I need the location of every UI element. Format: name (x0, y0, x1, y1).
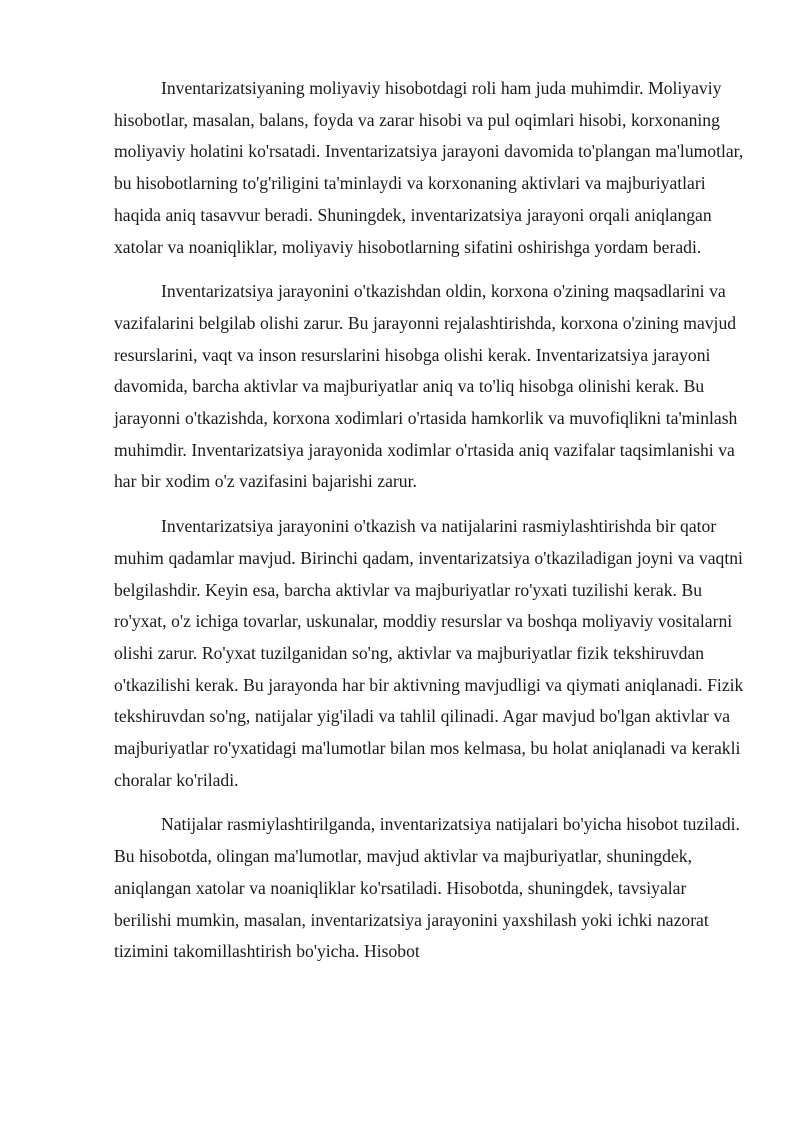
paragraph-4: Natijalar rasmiylashtirilganda, inventarizatsiya natijalari bo'yicha hisobot tuziladi. Bu hisobotda, olingan ma'lumotlar, mavjud aktivlar va majburiyatlar, shuningdek, aniqlangan xatolar va noaniqliklar ko'rsatiladi. Hisobotda, shuningdek, tavsiyalar berilishi mumkin, masalan, inventarizatsiya jarayonini yaxshilash yoki ichki nazorat tizimini takomillashtirish bo'yicha. Hisobot (114, 814, 740, 962)
paragraph-2: Inventarizatsiya jarayonini o'tkazishdan oldin, korxona o'zining maqsadlarini va vazifalarini belgilab olishi zarur. Bu jarayonni rejalashtirishda, korxona o'zining mavjud resurslarini, vaqt va inson resurslarini hisobga olishi kerak. Inventarizatsiya jarayoni davomida, barcha aktivlar va majburiyatlar aniq va to'liq hisobga olinishi kerak. Bu jarayonni o'tkazishda, korxona xodimlari o'rtasida hamkorlik va muvofiqlikni ta'minlash muhimdir. Inventarizatsiya jarayonida xodimlar o'rtasida aniq vazifalar taqsimlanishi va har bir xodim o'z vazifasini bajarishi zarur. (114, 281, 738, 492)
document-body (114, 73, 746, 968)
paragraph-3: Inventarizatsiya jarayonini o'tkazish va natijalarini rasmiylashtirishda bir qator muhim qadamlar mavjud. Birinchi qadam, inventarizatsiya o'tkaziladigan joyni va vaqtni belgilashdir. Keyin esa, barcha aktivlar va majburiyatlar ro'yxati tuzilishi kerak. Bu ro'yxat, o'z ichiga tovarlar, uskunalar, moddiy resurslar va boshqa moliyaviy vositalarni olishi zarur. Ro'yxat tuzilganidan so'ng, aktivlar va majburiyatlar fizik tekshiruvdan o'tkazilishi kerak. Bu jarayonda har bir aktivning mavjudligi va qiymati aniqlanadi. Fizik tekshiruvdan so'ng, natijalar yig'iladi va tahlil qilinadi. Agar mavjud bo'lgan aktivlar va majburiyatlar ro'yxatidagi ma'lumotlar bilan mos kelmasa, bu holat aniqlanadi va kerakli choralar ko'riladi. (114, 516, 744, 790)
paragraph-1: Inventarizatsiyaning moliyaviy hisobotdagi roli ham juda muhimdir. Moliyaviy hisobotlar, masalan, balans, foyda va zarar hisobi va pul oqimlari hisobi, korxonaning moliyaviy holatini ko'rsatadi. Inventarizatsiya jarayoni davomida to'plangan ma'lumotlar, bu hisobotlarning to'g'riligini ta'minlaydi va korxonaning aktivlari va majburiyatlari haqida aniq tasavvur beradi. Shuningdek, inventarizatsiya jarayoni orqali aniqlangan xatolar va noaniqliklar, moliyaviy hisobotlarning sifatini oshirishga yordam beradi. (114, 78, 744, 257)
